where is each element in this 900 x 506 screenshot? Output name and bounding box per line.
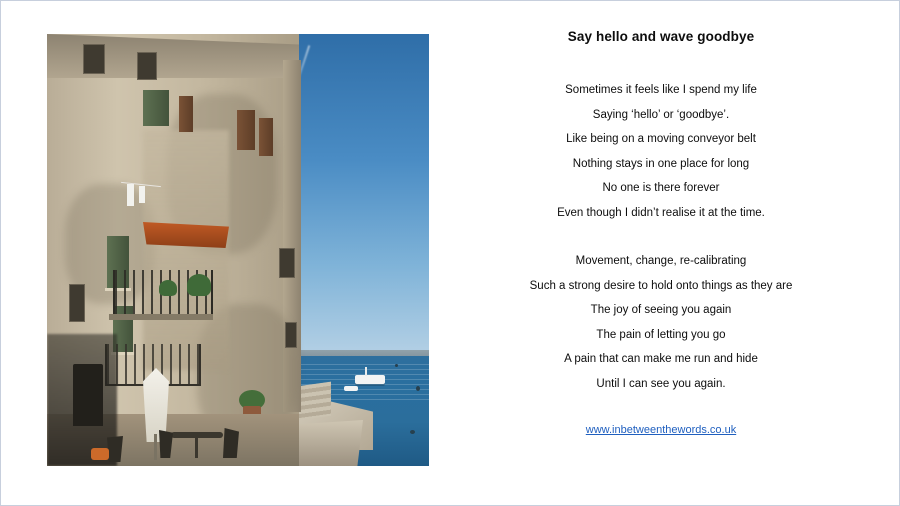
parasol-pole bbox=[154, 434, 157, 460]
website-link[interactable]: www.inbetweenthewords.co.uk bbox=[585, 424, 737, 436]
poem-line: Sometimes it feels like I spend my life bbox=[565, 84, 757, 96]
orange-cushion bbox=[91, 448, 109, 460]
poem-line: Movement, change, re-calibrating bbox=[575, 255, 747, 267]
terrace-table-leg bbox=[195, 436, 198, 458]
poem-line: The pain of letting you go bbox=[596, 328, 726, 341]
potted-plant bbox=[159, 280, 177, 296]
window bbox=[137, 52, 157, 80]
poem-line: Such a strong desire to hold onto things as they are bbox=[529, 279, 793, 292]
terrace-chair bbox=[107, 436, 123, 462]
poem-line: Even though I didn’t realise it at the time. bbox=[557, 206, 765, 219]
hanging-laundry bbox=[127, 184, 134, 206]
brown-shutter bbox=[179, 96, 193, 132]
hanging-laundry bbox=[139, 186, 145, 203]
poem-line: Until I can see you again. bbox=[596, 377, 726, 390]
window bbox=[69, 284, 85, 322]
window bbox=[279, 248, 295, 278]
photo-image bbox=[47, 34, 429, 466]
potted-plant bbox=[187, 274, 211, 296]
poem-stanza-1 bbox=[461, 78, 861, 225]
small-boat-icon bbox=[344, 386, 358, 391]
poem-line: A pain that can make me run and hide bbox=[564, 353, 758, 365]
poem-line: Saying ‘hello’ or ‘goodbye’. bbox=[592, 108, 730, 121]
brown-shutter bbox=[259, 118, 273, 156]
poem-line: The joy of seeing you again bbox=[590, 304, 732, 316]
poem-text-block bbox=[461, 29, 861, 459]
poem-line: No one is there forever bbox=[602, 182, 720, 194]
swimmer-speck bbox=[410, 430, 415, 434]
rocky-quay-lower bbox=[293, 420, 363, 466]
poem-line: Like being on a moving conveyor belt bbox=[566, 133, 756, 145]
quay-steps bbox=[297, 382, 331, 421]
brown-shutter bbox=[237, 110, 255, 150]
poem-link-container bbox=[461, 420, 861, 438]
poem-line: Nothing stays in one place for long bbox=[572, 157, 750, 170]
terrace-chair bbox=[223, 428, 239, 458]
buoy-speck bbox=[395, 364, 398, 367]
boat-mast-icon bbox=[365, 367, 367, 376]
balcony-floor bbox=[109, 314, 213, 320]
window bbox=[285, 322, 297, 348]
poem-stanza-2 bbox=[461, 249, 861, 396]
boat-icon bbox=[355, 375, 385, 384]
green-shutter bbox=[143, 90, 169, 126]
closed-parasol bbox=[143, 368, 169, 442]
poem-title: Say hello and wave goodbye bbox=[567, 29, 755, 44]
swimmer-speck bbox=[416, 386, 420, 391]
window bbox=[83, 44, 105, 74]
plaster-patch bbox=[143, 130, 229, 370]
doorway bbox=[73, 364, 103, 426]
